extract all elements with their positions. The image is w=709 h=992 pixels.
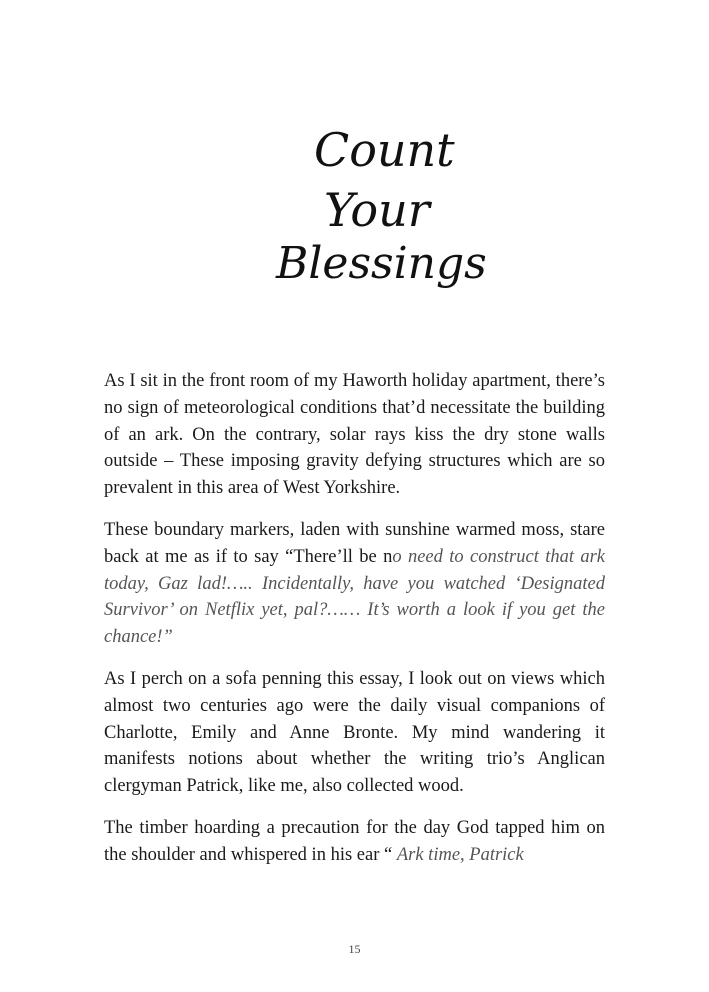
title-word-blessings: Blessings — [276, 238, 487, 289]
paragraph-2 — [104, 517, 605, 651]
paragraph-4 — [104, 815, 605, 869]
paragraph-2-italic: o need to construct that ark today, Gaz lad!….. Incidentally, have you watched ‘Designated Survivor’ on Netflix yet, pal?…… It’s worth a look if you get the chance!” — [104, 546, 605, 648]
chapter-title — [262, 108, 487, 318]
title-word-your: Your — [324, 183, 430, 237]
paragraph-4-italic: Ark time, Patrick — [396, 844, 524, 865]
title-word-count: Count — [314, 123, 455, 177]
paragraph-3 — [104, 666, 605, 800]
paragraph-4-text: The timber hoarding a precaution for the day God tapped him on the shoulder and whispered in his ear “ — [104, 817, 605, 865]
essay-body — [104, 368, 605, 884]
paragraph-1-text: As I sit in the front room of my Haworth holiday apartment, there’s no sign of meteorological conditions that’d necessitate the building of an ark. On the contrary, solar rays kiss the dry stone walls outside – These imposing gravity defying structures which are so prevalent in this area of West Yorkshire. — [104, 371, 605, 499]
chapter-title-script — [262, 108, 487, 318]
page-number: 15 — [348, 942, 361, 956]
paragraph-2-text: These boundary markers, laden with sunshine warmed moss, stare back at me as if to say “There’ll be n — [104, 519, 605, 567]
paragraph-3-text: As I perch on a sofa penning this essay, I look out on views which almost two centuries ago were the daily visual companions of Charlotte, Emily and Anne Bronte. My mind wandering it manifests notions about whether the writing trio’s Anglican clergyman Patrick, like me, also collected wood. — [104, 668, 605, 797]
paragraph-1 — [104, 368, 605, 502]
